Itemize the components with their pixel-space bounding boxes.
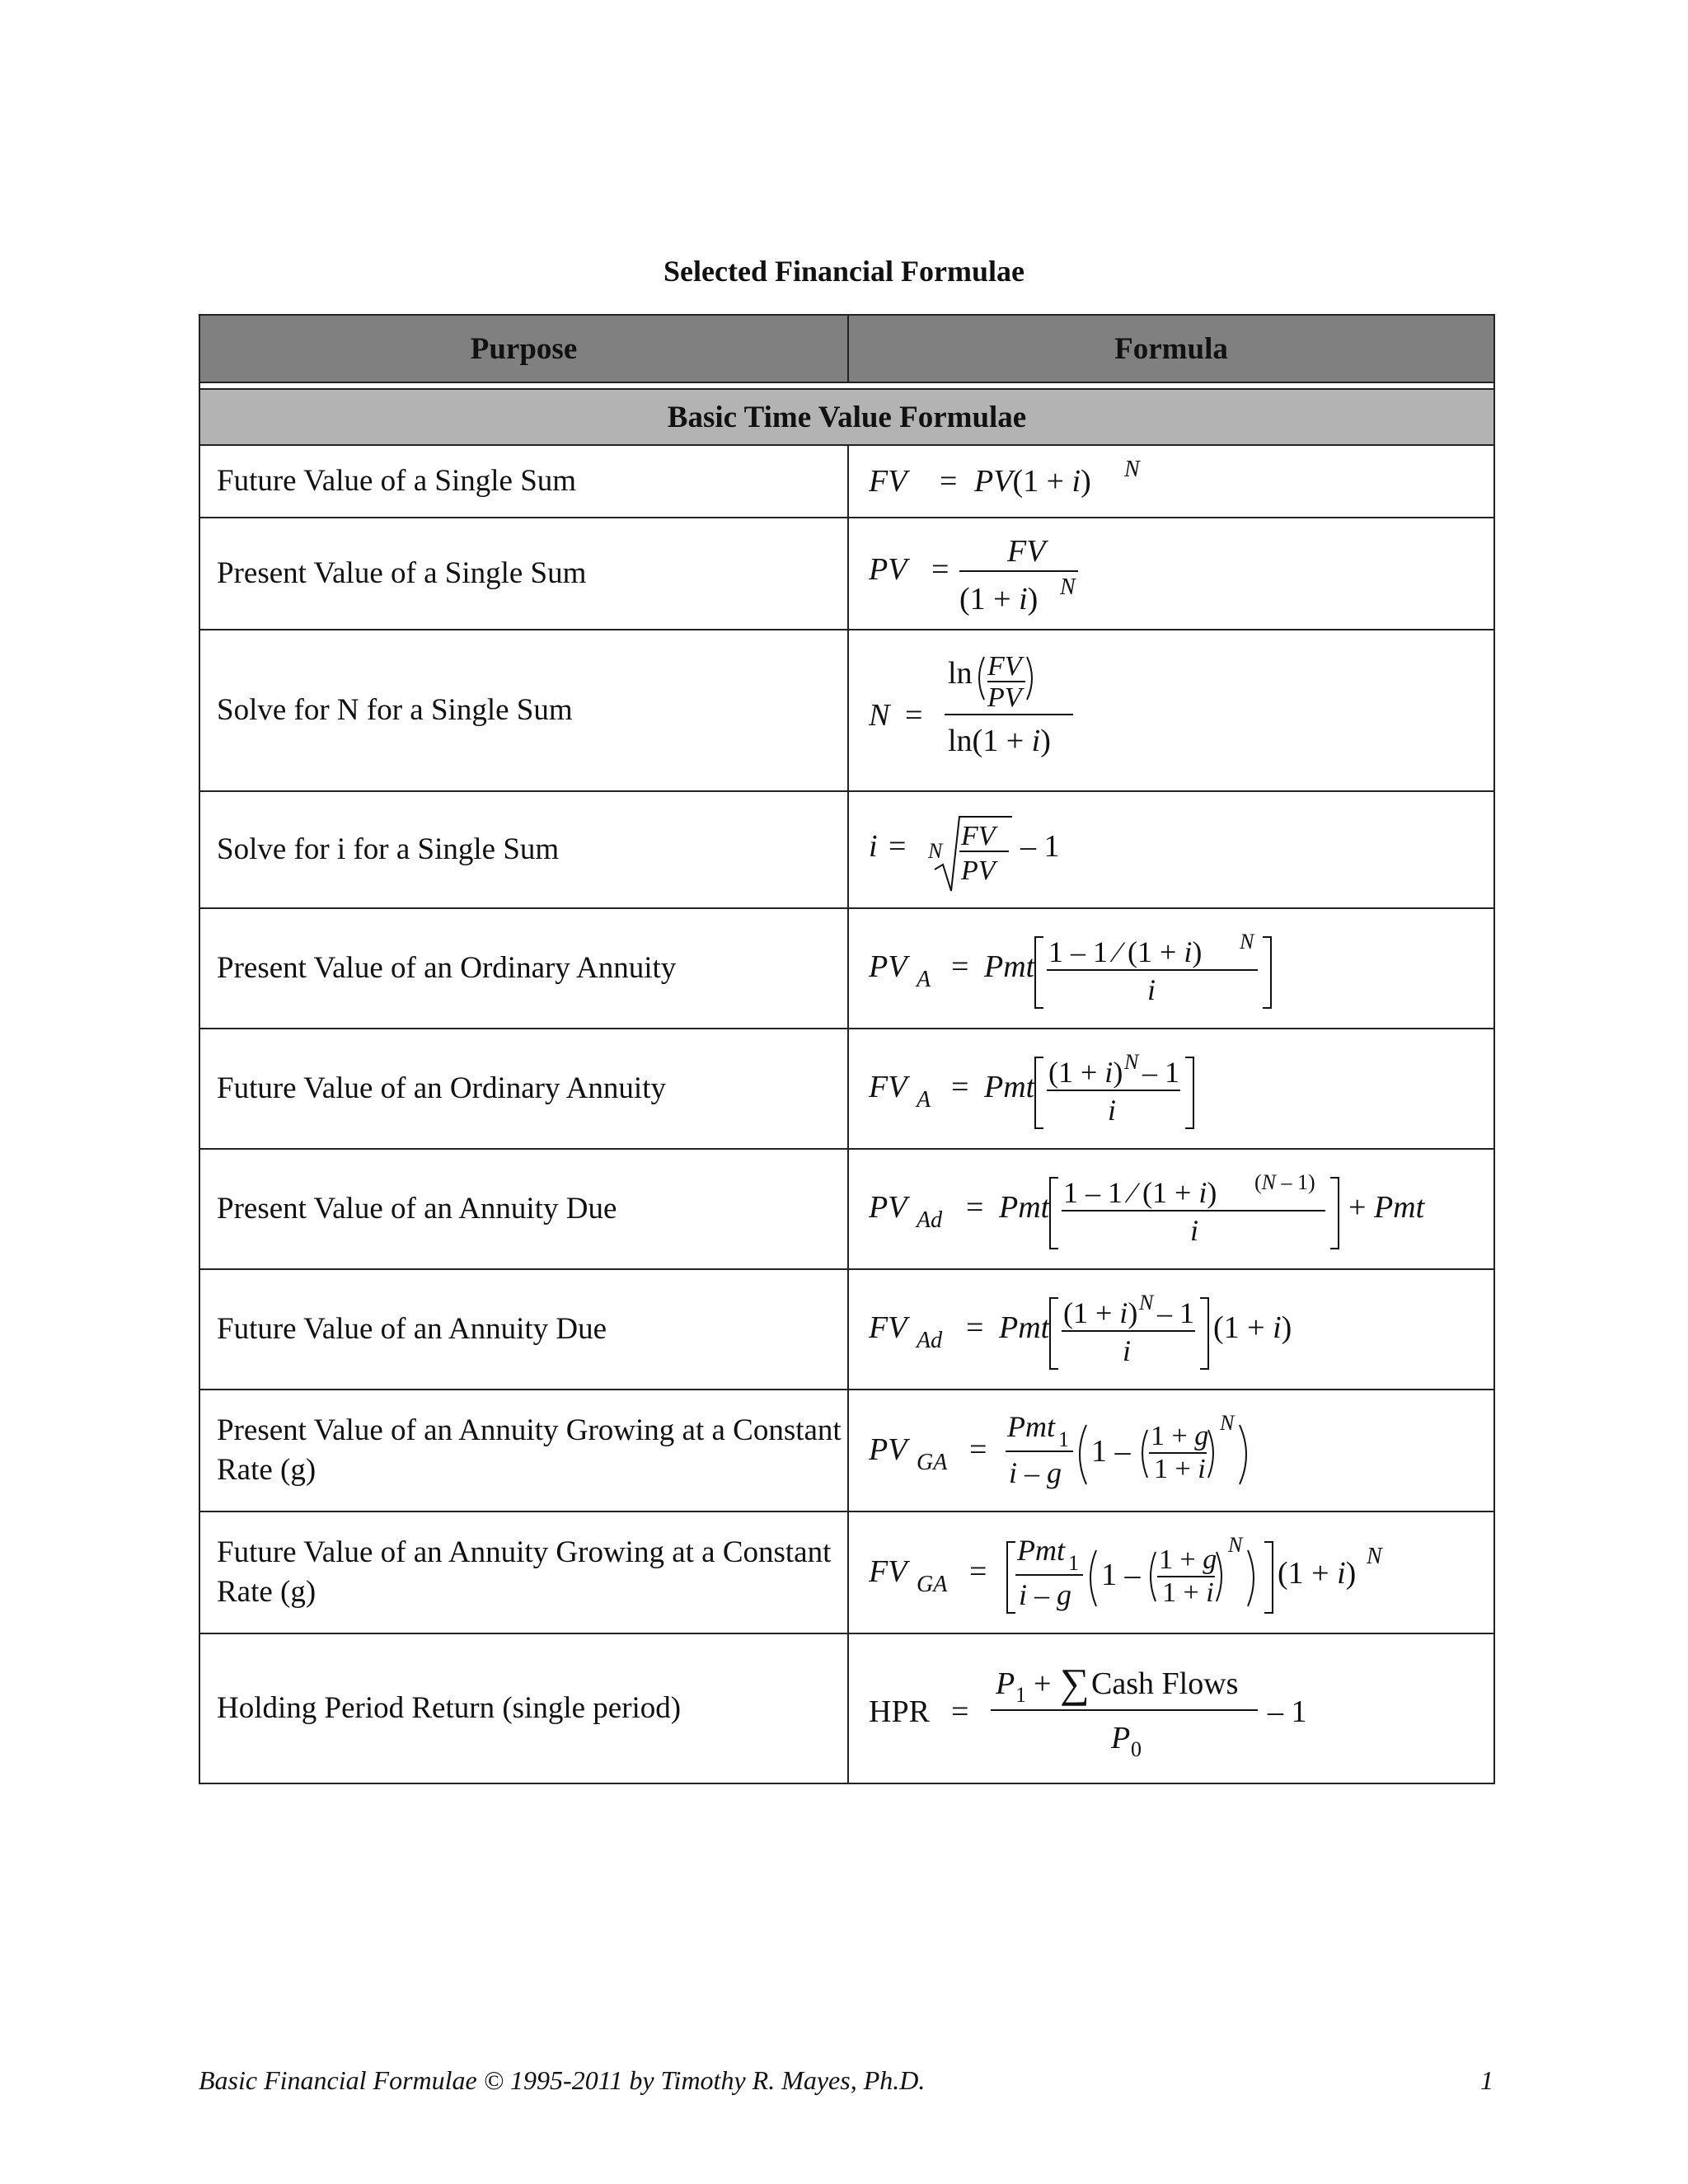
svg-text:Ad: Ad [917, 1328, 943, 1353]
svg-text:A: A [917, 1087, 931, 1113]
formula-fv-annuity-due [848, 1269, 1494, 1390]
formula-pv-growing-annuity [848, 1390, 1494, 1511]
svg-text:∑: ∑ [1060, 1660, 1090, 1706]
document-title: Selected Financial Formulae [663, 255, 1025, 288]
purpose-cell: Future Value of a Single Sum [199, 445, 848, 518]
svg-text:GA: GA [917, 1450, 948, 1475]
svg-text:PV(1 + i): PV(1 + i) [974, 464, 1091, 499]
table-row [199, 518, 1494, 630]
svg-text:FV: FV [1007, 534, 1046, 569]
svg-text:FV: FV [869, 1310, 907, 1345]
svg-text:– 1: – 1 [1020, 829, 1060, 864]
svg-text:Ad: Ad [917, 1207, 943, 1233]
section-row [199, 389, 1494, 445]
svg-text:(N – 1): (N – 1) [1254, 1170, 1315, 1194]
svg-text:i: i [1123, 1334, 1132, 1367]
header-purpose: Purpose [199, 315, 848, 382]
svg-text:PV: PV [869, 1190, 907, 1225]
svg-text:P: P [1111, 1721, 1131, 1755]
svg-text:N: N [1060, 574, 1076, 600]
table-row [199, 908, 1494, 1029]
table-row [199, 630, 1494, 791]
svg-text:P: P [996, 1666, 1015, 1701]
purpose-cell: Solve for i for a Single Sum [199, 791, 848, 908]
table-row [199, 1511, 1494, 1633]
svg-text:i – g: i – g [1019, 1578, 1072, 1611]
purpose-cell: Present Value of an Annuity Due [199, 1149, 848, 1269]
svg-text:HPR: HPR [869, 1694, 930, 1729]
svg-text:– 1: – 1 [1142, 1056, 1179, 1089]
formula-solve-n [848, 630, 1494, 791]
svg-text:=: = [940, 464, 958, 499]
formula-fv-single [848, 445, 1494, 518]
svg-text:(1 + i): (1 + i) [959, 582, 1039, 616]
svg-text:Pmt: Pmt [1007, 1410, 1055, 1443]
purpose-cell: Future Value of an Ordinary Annuity [199, 1029, 848, 1149]
svg-text:1 – 1 ⁄ (1 + i): 1 – 1 ⁄ (1 + i) [1048, 935, 1203, 968]
table-row [199, 1269, 1494, 1390]
svg-text:=: = [951, 1070, 969, 1104]
svg-text:PV: PV [987, 682, 1022, 713]
svg-text:=: = [931, 552, 950, 587]
svg-text:+: + [1034, 1666, 1052, 1701]
purpose-cell: Present Value of an Annuity Growing at a Constant Rate (g) [199, 1390, 848, 1511]
svg-text:=: = [966, 1190, 984, 1225]
svg-text:+ Pmt: + Pmt [1348, 1190, 1425, 1225]
svg-text:Cash Flows: Cash Flows [1091, 1666, 1239, 1701]
svg-text:1: 1 [1068, 1551, 1079, 1575]
table-row [199, 445, 1494, 518]
purpose-cell: Future Value of an Annuity Due [199, 1269, 848, 1390]
svg-text:Pmt: Pmt [999, 1310, 1050, 1345]
svg-text:1 + g: 1 + g [1159, 1544, 1217, 1575]
svg-text:i: i [1147, 973, 1156, 1006]
svg-text:GA: GA [917, 1572, 948, 1597]
svg-text:1 + i: 1 + i [1162, 1577, 1214, 1608]
svg-text:N: N [1220, 1411, 1235, 1435]
purpose-cell: Future Value of an Annuity Growing at a Constant Rate (g) [199, 1511, 848, 1633]
svg-text:1 –: 1 – [1101, 1558, 1141, 1592]
footer-copyright: Basic Financial Formulae © 1995-2011 by Timothy R. Mayes, Ph.D. [199, 2065, 926, 2095]
svg-text:i: i [869, 829, 878, 864]
svg-text:Pmt: Pmt [1017, 1534, 1065, 1567]
table-row [199, 1633, 1494, 1783]
formula-pv-single [848, 518, 1494, 630]
svg-text:Pmt: Pmt [984, 949, 1035, 984]
purpose-cell: Present Value of a Single Sum [199, 518, 848, 630]
svg-text:(1 + i): (1 + i) [1278, 1556, 1357, 1591]
svg-text:=: = [966, 1310, 984, 1345]
svg-text:N: N [1139, 1291, 1154, 1315]
formula-hpr [848, 1633, 1494, 1783]
svg-text:1 – 1 ⁄ (1 + i): 1 – 1 ⁄ (1 + i) [1063, 1176, 1217, 1209]
table-header-row [199, 315, 1494, 382]
page-number: 1 [1480, 2065, 1493, 2095]
formula-solve-i [848, 791, 1494, 908]
svg-text:PV: PV [869, 949, 907, 984]
table-row [199, 1149, 1494, 1269]
header-formula: Formula [848, 315, 1494, 382]
header-gap [199, 382, 1494, 389]
svg-text:N: N [1124, 457, 1140, 482]
svg-text:=: = [905, 698, 923, 733]
table-row [199, 791, 1494, 908]
svg-text:ln: ln [948, 656, 973, 691]
svg-text:=: = [951, 949, 969, 984]
svg-text:FV: FV [869, 1070, 907, 1104]
table-row [199, 1390, 1494, 1511]
formula-pv-annuity [848, 908, 1494, 1029]
svg-text:FV: FV [961, 821, 996, 851]
formula-pv-annuity-due [848, 1149, 1494, 1269]
svg-text:– 1: – 1 [1268, 1694, 1307, 1729]
section-title: Basic Time Value Formulae [199, 389, 1494, 445]
formula-table [199, 314, 1495, 1784]
svg-text:=: = [969, 1432, 987, 1467]
svg-text:N: N [1240, 930, 1254, 954]
purpose-cell: Present Value of an Ordinary Annuity [199, 908, 848, 1029]
svg-text:N: N [869, 698, 890, 733]
svg-text:1 –: 1 – [1091, 1434, 1131, 1469]
svg-text:N: N [928, 839, 943, 863]
svg-text:(1 + i): (1 + i) [1213, 1310, 1292, 1345]
table-row [199, 1029, 1494, 1149]
svg-text:i: i [1108, 1094, 1117, 1127]
svg-text:1 + g: 1 + g [1151, 1421, 1209, 1451]
svg-text:PV: PV [869, 1432, 907, 1467]
svg-text:ln(1 + i): ln(1 + i) [948, 724, 1051, 758]
formula-fv-annuity [848, 1029, 1494, 1149]
svg-text:FV: FV [869, 1554, 907, 1589]
svg-text:N: N [1124, 1050, 1139, 1074]
svg-text:– 1: – 1 [1157, 1296, 1194, 1329]
svg-text:PV: PV [961, 855, 996, 886]
svg-text:i – g: i – g [1009, 1456, 1062, 1489]
svg-text:N: N [1228, 1533, 1243, 1557]
svg-text:Pmt: Pmt [999, 1190, 1050, 1225]
svg-text:N: N [1367, 1544, 1382, 1569]
svg-text:FV: FV [869, 464, 907, 499]
svg-text:0: 0 [1131, 1737, 1142, 1761]
svg-text:=: = [969, 1554, 987, 1589]
svg-text:1 + i: 1 + i [1154, 1454, 1206, 1484]
svg-text:=: = [951, 1694, 969, 1729]
svg-text:1: 1 [1015, 1683, 1026, 1707]
svg-text:(1 + i): (1 + i) [1048, 1056, 1123, 1089]
purpose-cell: Holding Period Return (single period) [199, 1633, 848, 1783]
svg-text:FV: FV [987, 651, 1022, 682]
svg-text:A: A [917, 967, 931, 992]
svg-text:Pmt: Pmt [984, 1070, 1035, 1104]
purpose-cell: Solve for N for a Single Sum [199, 630, 848, 791]
svg-text:i: i [1190, 1214, 1199, 1247]
svg-text:=: = [889, 829, 907, 864]
svg-text:(1 + i): (1 + i) [1063, 1296, 1138, 1329]
svg-text:PV: PV [869, 552, 907, 587]
svg-text:1: 1 [1058, 1427, 1069, 1451]
formula-fv-growing-annuity [848, 1511, 1494, 1633]
